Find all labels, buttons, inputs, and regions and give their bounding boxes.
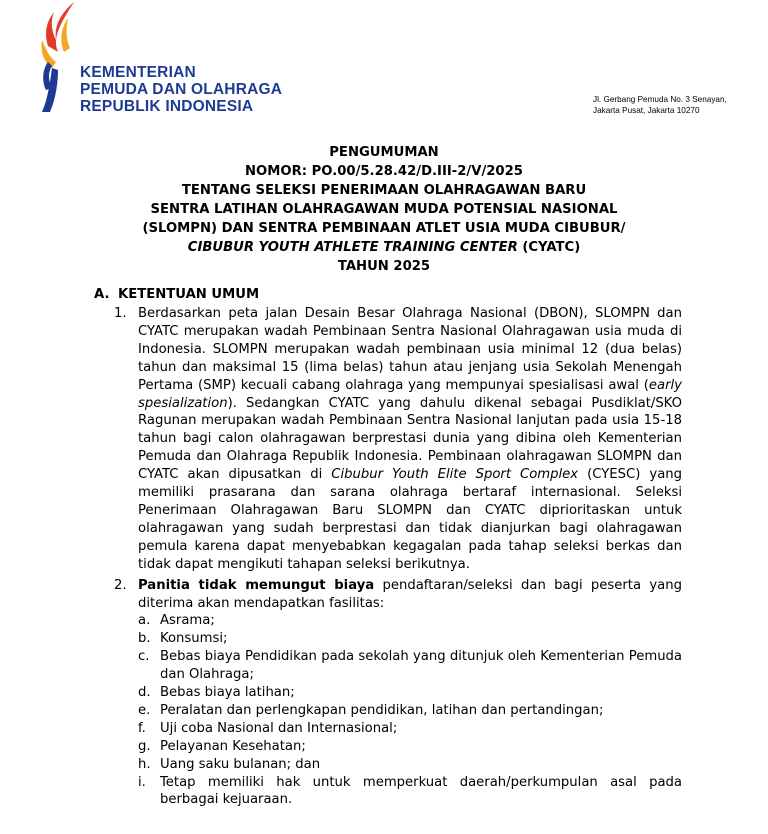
sub-letter: i.: [138, 774, 146, 790]
sublist-item: [138, 720, 682, 738]
sub-text: Uang saku bulanan; dan: [160, 756, 321, 772]
facility-sublist: [138, 612, 682, 809]
sub-text: Konsumsi;: [160, 631, 228, 647]
sub-letter: e.: [138, 702, 151, 718]
item-2-paragraph: [138, 577, 682, 613]
item-1-text-b: ). Sedangkan CYATC yang dahulu dikenal sebagai Pusdiklat/SKO Ragunan merupakan wadah Pembinaan Sentra Nasional lanjutan pada usia 15-18 tahun bagi calon olahragawan berprestasi dunia yang dibina oleh Kementerian Pemuda dan Olahraga Republik Indonesia. Pembinaan olahragawan SLOMPN dan CYATC akan dipusatkan di: [138, 395, 682, 483]
title-line-6-italic: CIBUBUR YOUTH ATHLETE TRAINING CENTER: [187, 240, 518, 255]
announcement-title: [80, 143, 688, 276]
sublist-item: [138, 738, 682, 756]
sub-text: Tetap memiliki hak untuk memperkuat daerah/perkumpulan asal pada berbagai kejuaraan.: [160, 774, 682, 808]
title-line-3: TENTANG SELEKSI PENERIMAAN OLAHRAGAWAN BARU: [181, 183, 587, 198]
sub-letter: d.: [138, 685, 151, 701]
item-1-paragraph: [138, 305, 682, 574]
sublist-item: [138, 648, 682, 684]
sub-text: Bebas biaya Pendidikan pada sekolah yang ditunjuk oleh Kementerian Pemuda dan Olahraga;: [160, 649, 682, 683]
item-1-italic-a: early spesialization: [138, 377, 682, 411]
sub-text: Peralatan dan perlengkapan pendidikan, latihan dan pertandingan;: [160, 702, 604, 718]
list-item-2: [114, 577, 682, 810]
item-1-italic-b: Cibubur Youth Elite Sport Complex: [331, 467, 579, 483]
section-a-list: [114, 305, 682, 809]
sub-text: Pelayanan Kesehatan;: [160, 738, 306, 754]
sub-letter: g.: [138, 738, 151, 754]
sublist-item: [138, 702, 682, 720]
sub-letter: c.: [138, 649, 150, 665]
org-line-1: KEMENTERIAN: [80, 64, 196, 81]
org-line-3: REPUBLIK INDONESIA: [80, 98, 254, 115]
section-a-heading: [94, 286, 259, 304]
title-line-4: SENTRA LATIHAN OLAHRAGAWAN MUDA POTENSIAL NASIONAL: [150, 202, 618, 217]
item-1-text-a: Berdasarkan peta jalan Desain Besar Olahraga Nasional (DBON), SLOMPN dan CYATC merupakan wadah Pembinaan Sentra Nasional Olahragawan usia muda di Indonesia. SLOMPN merupakan wadah pembinaan usia minimal 12 (dua belas) tahun dan maksimal 15 (lima belas) tahun atau jenjang usia Sekolah Menengah Pertama (SMP) kecuali cabang olahraga yang mempunyai spesialisasi awal (: [138, 306, 682, 393]
sub-letter: b.: [138, 631, 151, 647]
address-block: [593, 94, 727, 116]
sublist-item: [138, 630, 682, 648]
sublist-item: [138, 684, 682, 702]
address-line-2: Jakarta Pusat, Jakarta 10270: [593, 106, 700, 115]
title-line-6: [80, 238, 688, 257]
section-letter: A.: [94, 287, 110, 302]
item-2-text: pendaftaran/seleksi dan bagi peserta yang diterima akan mendapatkan fasilitas:: [138, 577, 682, 611]
item-2-bold: Panitia tidak memungut biaya: [138, 577, 375, 593]
list-item-1: [114, 305, 682, 574]
sublist-item: [138, 756, 682, 774]
section-title: KETENTUAN UMUM: [118, 287, 260, 302]
organization-name: [80, 64, 282, 115]
item-number: 2.: [114, 577, 127, 593]
sub-text: Uji coba Nasional dan Internasional;: [160, 720, 398, 736]
item-number: 1.: [114, 306, 127, 321]
title-line-7: TAHUN 2025: [337, 259, 431, 274]
sublist-item: [138, 612, 682, 630]
sublist-item: [138, 774, 682, 810]
title-line-6-rest: (CYATC): [517, 240, 581, 255]
org-line-2: PEMUDA DAN OLAHRAGA: [80, 81, 283, 98]
title-line-5: (SLOMPN) DAN SENTRA PEMBINAAN ATLET USIA MUDA CIBUBUR/: [142, 221, 626, 236]
sub-letter: a.: [138, 613, 151, 629]
sub-letter: f.: [138, 720, 146, 736]
item-1-text-c: (CYESC) yang memiliki prasarana dan sarana olahraga bertaraf internasional. Seleksi Penerimaan Olahragawan Baru SLOMPN dan CYATC diprioritaskan untuk olahragawan yang sudah berprestasi dan tidak dianjurkan bagi olahragawan pemula karena dapat menyebabkan kegagalan pada tahap seleksi berkas dan tidak dapat mengikuti tahapan seleksi berikutnya.: [138, 467, 682, 572]
address-line-1: Jl. Gerbang Pemuda No. 3 Senayan,: [593, 95, 727, 104]
sub-letter: h.: [138, 756, 151, 772]
title-line-1: PENGUMUMAN: [329, 145, 439, 160]
sub-text: Asrama;: [160, 613, 215, 629]
sub-text: Bebas biaya latihan;: [160, 685, 295, 701]
title-line-2: NOMOR: PO.00/5.28.42/D.III-2/V/2025: [245, 164, 523, 179]
